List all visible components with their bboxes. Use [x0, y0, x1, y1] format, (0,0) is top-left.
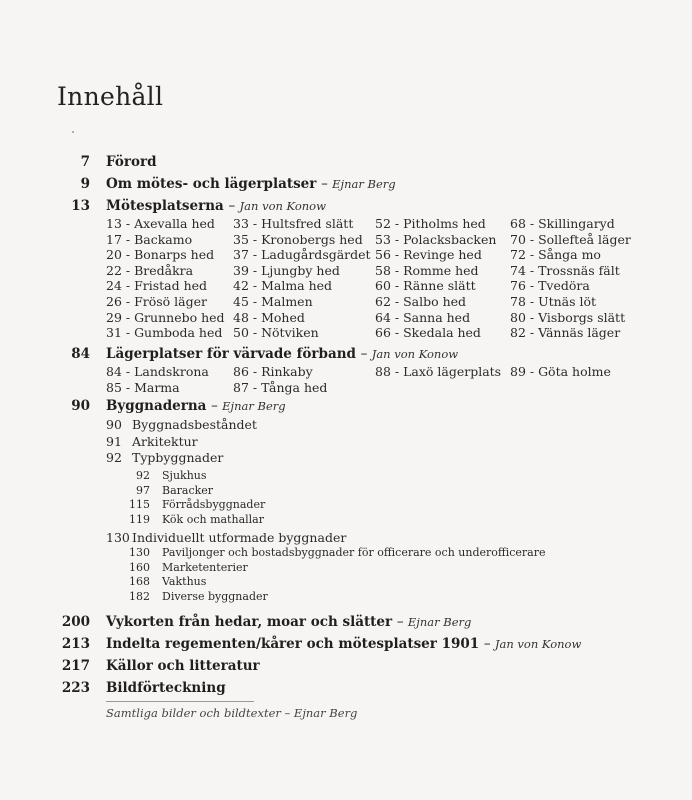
subsection-title: Paviljonger och bostadsbyggnader för officerare och underofficerare — [162, 546, 546, 559]
footnote: Samtliga bilder och bildtexter – Ejnar Berg — [106, 706, 358, 720]
page-number: 84 — [71, 346, 90, 362]
subsection-page-number: 115 — [129, 498, 150, 511]
page-number: 223 — [61, 680, 90, 696]
motesplats-item: 39 - Ljungby hed — [233, 262, 340, 278]
section-title: Arkitektur — [132, 433, 198, 449]
motesplats-item: 13 - Axevalla hed — [106, 216, 215, 231]
motesplats-item: 74 - Trossnäs fält — [510, 262, 620, 278]
entry-title-line: Om mötes- och lägerplatser – Ejnar Berg — [106, 176, 396, 192]
motesplats-item: 72 - Sånga mo — [510, 247, 601, 263]
page-number: 217 — [61, 658, 90, 674]
entry-title-line: Byggnaderna – Ejnar Berg — [106, 398, 286, 414]
motesplats-item: 26 - Frösö läger — [106, 294, 207, 309]
entry-title-line: Indelta regementen/kårer och mötesplatser 1901 – Jan von Konow — [106, 636, 582, 652]
section-page-number: 92 — [106, 450, 122, 465]
entry-title: Lägerplatser för värvade förband — [106, 346, 356, 362]
subsection-title: Diverse byggnader — [162, 589, 268, 603]
motesplats-item: 58 - Romme hed — [375, 262, 479, 278]
entry-title: Förord — [106, 154, 157, 170]
page-number: 9 — [80, 176, 90, 192]
motesplats-item: 50 - Nötviken — [233, 325, 319, 341]
subsection-title: Marketenterier — [162, 560, 248, 574]
entry-title: Byggnaderna — [106, 398, 207, 414]
lagerplats-item: 84 - Landskrona — [106, 364, 209, 379]
entry-title: Mötesplatserna — [106, 198, 224, 214]
motesplats-item: 53 - Polacksbacken — [375, 231, 497, 247]
motesplats-item: 68 - Skillingaryd — [510, 216, 615, 231]
lagerplats-item: 87 - Tånga hed — [233, 379, 328, 395]
motesplats-item: 76 - Tvedöra — [510, 278, 590, 294]
motesplats-item: 17 - Backamo — [106, 231, 193, 247]
page-title: Innehåll — [57, 82, 164, 111]
motesplats-item: 80 - Visborgs slätt — [510, 309, 626, 325]
entry-title: Om mötes- och lägerplatser — [106, 176, 317, 192]
motesplats-item: 37 - Ladugårdsgärdet — [233, 247, 371, 263]
entry-author: Ejnar Berg — [407, 615, 472, 629]
section-title: Byggnadsbeståndet — [132, 417, 257, 432]
motesplats-item: 42 - Malma hed — [233, 278, 333, 294]
page-number: 90 — [71, 398, 90, 414]
page-number: 213 — [61, 636, 90, 652]
page-number: 200 — [61, 614, 90, 630]
section-page-number: 90 — [106, 417, 122, 432]
entry-title-line: Vykorten från hedar, moar och slätter – Ejnar Berg — [106, 614, 472, 630]
entry-author: Jan von Konow — [494, 637, 582, 651]
motesplats-item: 29 - Grunnebo hed — [106, 309, 225, 325]
motesplats-item: 56 - Revinge hed — [375, 247, 482, 263]
entry-title: Indelta regementen/kårer och mötesplatser 1901 — [106, 636, 480, 652]
entry-title-line: Mötesplatserna – Jan von Konow — [106, 198, 326, 214]
motesplats-item: 66 - Skedala hed — [375, 325, 481, 341]
motesplats-item: 78 - Utnäs löt — [510, 294, 597, 309]
motesplats-item: 31 - Gumboda hed — [106, 325, 223, 341]
motesplats-item: 35 - Kronobergs hed — [233, 231, 363, 247]
section-title: Typbyggnader — [132, 450, 224, 465]
motesplats-item: 22 - Bredåkra — [106, 262, 194, 278]
lagerplats-item: 86 - Rinkaby — [233, 364, 313, 379]
motesplats-item: 82 - Vännäs läger — [510, 325, 621, 341]
motesplats-item: 20 - Bonarps hed — [106, 247, 215, 263]
subsection-title: Vakthus — [162, 575, 207, 588]
entry-author: Jan von Konow — [371, 347, 459, 361]
subsection-page-number: 182 — [129, 589, 150, 603]
entry-author: Jan von Konow — [239, 199, 326, 213]
subsection-page-number: 97 — [136, 483, 150, 497]
section-page-number: 91 — [106, 433, 122, 449]
divider-rule — [106, 701, 254, 702]
motesplats-item: 62 - Salbo hed — [375, 294, 467, 309]
subsection-title: Kök och mathallar — [162, 512, 264, 526]
entry-title: Vykorten från hedar, moar och slätter — [106, 614, 393, 630]
page-number: 13 — [71, 198, 90, 214]
lagerplats-item: 88 - Laxö lägerplats — [375, 364, 502, 379]
entry-author: Ejnar Berg — [332, 177, 396, 191]
section-title: Individuellt utformade byggnader — [132, 530, 347, 545]
subsection-page-number: 160 — [129, 560, 150, 574]
motesplats-item: 45 - Malmen — [233, 294, 313, 309]
subsection-title: Baracker — [162, 483, 214, 497]
motesplats-item: 52 - Pitholms hed — [375, 216, 486, 231]
entry-title-line: Lägerplatser för värvade förband – Jan von Konow — [106, 346, 459, 362]
entry-title: Bildförteckning — [106, 680, 226, 696]
lagerplats-item: 89 - Göta holme — [510, 364, 611, 379]
entry-author: Ejnar Berg — [222, 399, 286, 413]
motesplats-item: 64 - Sanna hed — [375, 309, 471, 325]
page-speck — [72, 131, 74, 133]
entry-title: Källor och litteratur — [106, 658, 260, 674]
subsection-title: Sjukhus — [162, 469, 207, 482]
motesplats-item: 24 - Fristad hed — [106, 278, 208, 294]
subsection-title: Förrådsbyggnader — [162, 498, 266, 511]
motesplats-item: 48 - Mohed — [233, 309, 305, 325]
page-number: 7 — [80, 154, 90, 170]
subsection-page-number: 119 — [129, 512, 150, 526]
subsection-page-number: 92 — [136, 469, 150, 482]
section-page-number: 130 — [106, 530, 130, 545]
motesplats-item: 70 - Sollefteå läger — [510, 231, 631, 247]
motesplats-item: 33 - Hultsfred slätt — [233, 216, 354, 231]
motesplats-item: 60 - Ränne slätt — [375, 278, 476, 294]
lagerplats-item: 85 - Marma — [106, 379, 180, 395]
subsection-page-number: 130 — [129, 546, 150, 559]
subsection-page-number: 168 — [129, 575, 150, 588]
